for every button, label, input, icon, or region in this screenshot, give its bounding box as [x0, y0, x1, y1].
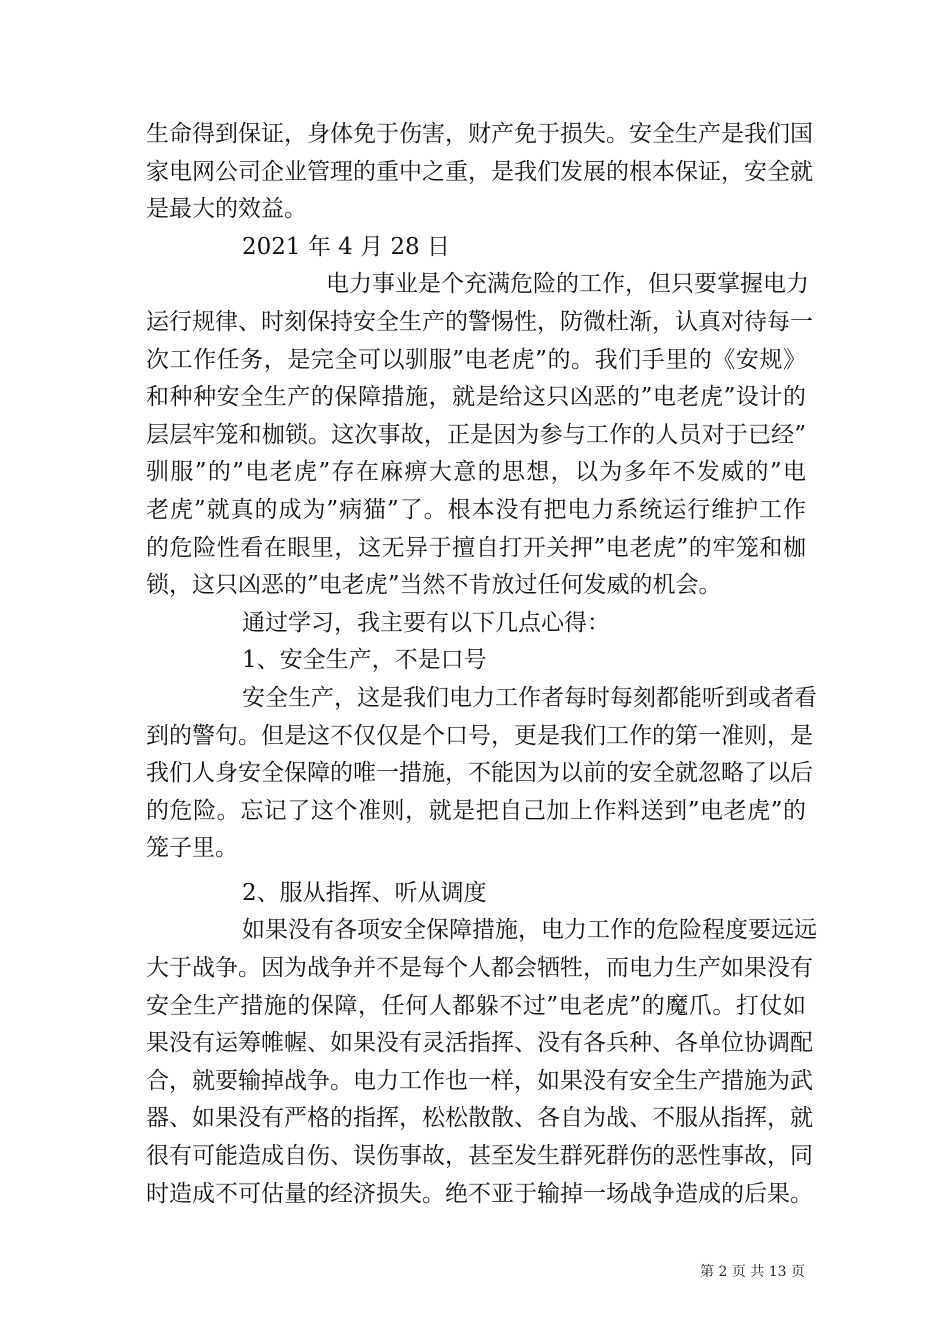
paragraph-4-line: 时造成不可估量的经济损失。绝不亚于输掉一场战争造成的后果。 [146, 1180, 813, 1207]
paragraph-4-line: 器、如果没有严格的指挥，松松散散、各自为战、不服从指挥，就 [146, 1105, 813, 1132]
paragraph-3-line: 笼子里。 [146, 835, 238, 862]
paragraph-4-line: 安全生产措施的保障，任何人都躲不过”电老虎”的魔爪。打仗如 [146, 992, 806, 1019]
date-line: 2021 年 4 月 28 日 [242, 233, 450, 260]
paragraph-2-line: 层层牢笼和枷锁。这次事故，正是因为参与工作的人员对于已经” [146, 421, 806, 448]
paragraph-1-line: 是最大的效益。 [146, 196, 307, 223]
paragraph-1-line: 生命得到保证，身体免于伤害，财产免于损失。安全生产是我们国 [146, 121, 813, 147]
paragraph-2-line: 电力事业是个充满危险的工作，但只要掌握电力 [326, 271, 809, 298]
page-number-footer: 第 2 页 共 13 页 [700, 1264, 805, 1280]
document-body [146, 116, 817, 1213]
paragraph-4-line: 大于战争。因为战争并不是每个人都会牺牲，而电力生产如果没有 [146, 955, 813, 982]
paragraph-2-line: 次工作任务，是完全可以驯服”电老虎”的。我们手里的《安规》 [146, 346, 806, 373]
paragraph-4-line: 果没有运筹帷幄、如果没有灵活指挥、没有各兵种、各单位协调配 [146, 1030, 813, 1057]
paragraph-3-line: 安全生产，这是我们电力工作者每时每刻都能听到或者看 [242, 684, 817, 711]
intro-line: 通过学习，我主要有以下几点心得： [242, 609, 610, 636]
paragraph-2-line: 运行规律、时刻保持安全生产的警惕性，防微杜渐，认真对待每一 [146, 308, 813, 335]
paragraph-2-line: 的危险性看在眼里，这无异于擅自打开关押”电老虎”的牢笼和枷 [146, 534, 806, 561]
paragraph-3-line: 的危险。忘记了这个准则，就是把自己加上作料送到”电老虎”的 [146, 797, 806, 824]
paragraph-gap [146, 868, 806, 875]
paragraph-2-line: 驯服”的”电老虎”存在麻痹大意的思想，以为多年不发威的”电 [146, 459, 806, 486]
paragraph-4-line: 合，就要输掉战争。电力工作也一样，如果没有安全生产措施为武 [146, 1067, 813, 1094]
paragraph-4-line: 很有可能造成自伤、误伤事故，甚至发生群死群伤的恶性事故，同 [146, 1143, 813, 1170]
section-heading-2: 2、服从指挥、听从调度 [242, 879, 487, 906]
paragraph-3-line: 我们人身安全保障的唯一措施，不能因为以前的安全就忽略了以后 [146, 760, 813, 787]
paragraph-1-line: 家电网公司企业管理的重中之重，是我们发展的根本保证，安全就 [146, 158, 813, 185]
section-heading-1: 1、安全生产，不是口号 [242, 647, 487, 674]
paragraph-3-line: 到的警句。但是这不仅仅是个口号，更是我们工作的第一准则，是 [146, 722, 813, 749]
paragraph-2-line: 锁，这只凶恶的”电老虎”当然不肯放过任何发威的机会。 [146, 572, 722, 599]
paragraph-2-line: 和种种安全生产的保障措施，就是给这只凶恶的”电老虎”设计的 [146, 384, 806, 411]
paragraph-4-line: 如果没有各项安全保障措施，电力工作的危险程度要远远 [242, 917, 817, 944]
paragraph-2-line: 老虎”就真的成为”病猫”了。根本没有把电力系统运行维护工作 [146, 496, 806, 523]
